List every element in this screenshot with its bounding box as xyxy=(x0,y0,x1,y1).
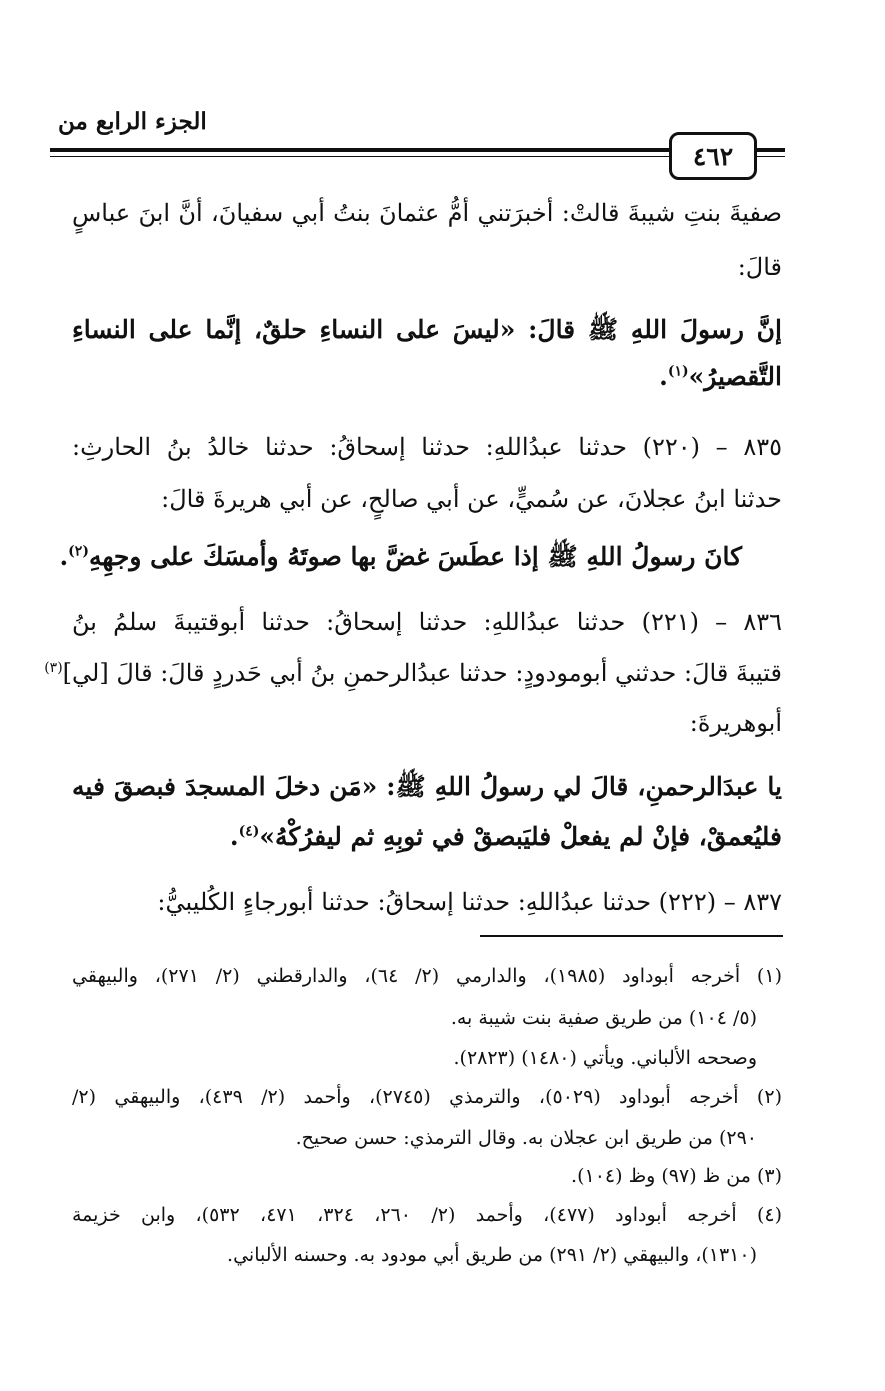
footnote-ref: (١) xyxy=(667,363,689,380)
text-line: قالَ: xyxy=(737,253,782,281)
page-number: ٤٦٢ xyxy=(669,132,757,180)
isnad-line: ٨٣٧ – (٢٢٢) حدثنا عبدُاللهِ: حدثنا إسحاقُ: حدثنا أبورجاءٍ الكُليبيُّ: xyxy=(157,888,782,916)
isnad-line: قتيبةَ قالَ: حدثني أبومودودٍ: حدثنا عبدُالرحمنِ بنُ أبي حَدردٍ قالَ: قالَ [لي]$^{(٣)}$ xyxy=(44,659,782,687)
isnad-line: ٨٣٥ – (٢٢٠) حدثنا عبدُاللهِ: حدثنا إسحاقُ: حدثنا خالدُ بنُ الحارثِ: xyxy=(72,433,782,461)
footnote-ref: (٣) xyxy=(44,660,63,676)
footnote-line: ٢٩٠) من طريق ابن عجلان به. وقال الترمذي: حسن صحيح. xyxy=(295,1127,757,1149)
book-title: الجزء الرابع من xyxy=(58,108,207,135)
isnad-line: حدثنا ابنُ عجلانَ، عن سُميٍّ، عن أبي صالحٍ، عن أبي هريرةَ قالَ: xyxy=(161,485,782,513)
footnote-line: (١) أخرجه أبوداود (١٩٨٥)، والدارمي (٢/ ٦٤)، والدارقطني (٢/ ٢٧١)، والبيهقي xyxy=(72,965,782,987)
footnote-ref: (٢) xyxy=(68,543,89,560)
footnote-line: (٥/ ١٠٤) من طريق صفية بنت شيبة به. xyxy=(450,1007,757,1029)
footnote-separator xyxy=(480,935,783,937)
text-line: صفيةَ بنتِ شيبةَ قالتْ: أخبرَتني أمُّ عثمانَ بنتُ أبي سفيانَ، أنَّ ابنَ عباسٍ xyxy=(72,199,782,227)
footnote-ref: (٤) xyxy=(238,823,260,840)
isnad-line: ٨٣٦ – (٢٢١) حدثنا عبدُاللهِ: حدثنا إسحاقُ: حدثنا أبوقتيبةَ سلمُ بنُ xyxy=(72,608,783,636)
isnad-line: أبوهريرةَ: xyxy=(689,709,782,737)
footnote-line: وصححه الألباني. ويأتي (١٤٨٠) (٢٨٢٣). xyxy=(453,1047,757,1069)
hadith-text-line: يا عبدَالرحمنِ، قالَ لي رسولُ اللهِ ﷺ: «مَن دخلَ المسجدَ فبصقَ فيه xyxy=(72,772,782,801)
page-header xyxy=(50,108,785,178)
footnote-line: (٤) أخرجه أبوداود (٤٧٧)، وأحمد (٢/ ٢٦٠، ٣٢٤، ٤٧١، ٥٣٢)، وابن خزيمة xyxy=(72,1204,783,1226)
footnote-line: (٢) أخرجه أبوداود (٥٠٢٩)، والترمذي (٢٧٤٥)، وأحمد (٢/ ٤٣٩)، والبيهقي (٢/ xyxy=(72,1086,782,1108)
hadith-text-line: كانَ رسولُ اللهِ ﷺ إذا عطَسَ غضَّ بها صوتَهُ وأمسَكَ على وجهِهِ$^{(٢)}$. xyxy=(59,542,742,571)
hadith-text-line: إنَّ رسولَ اللهِ ﷺ قالَ: «ليسَ على النساءِ حلقٌ، إنَّما على النساءِ xyxy=(72,315,782,344)
footnote-line: (٣) من ظ (٩٧) وظ (١٠٤). xyxy=(571,1165,782,1187)
hadith-text-line: فليُعمقْ، فإنْ لم يفعلْ فليَبصقْ في ثوبِهِ ثم ليفرُكْهُ»$^{(٤)}$. xyxy=(229,822,782,851)
footnote-line: (١٣١٠)، والبيهقي (٢/ ٢٩١) من طريق أبي مودود به. وحسنه الألباني. xyxy=(227,1244,757,1266)
hadith-text-line: التَّقصيرُ»$^{(١)}$. xyxy=(659,362,782,391)
